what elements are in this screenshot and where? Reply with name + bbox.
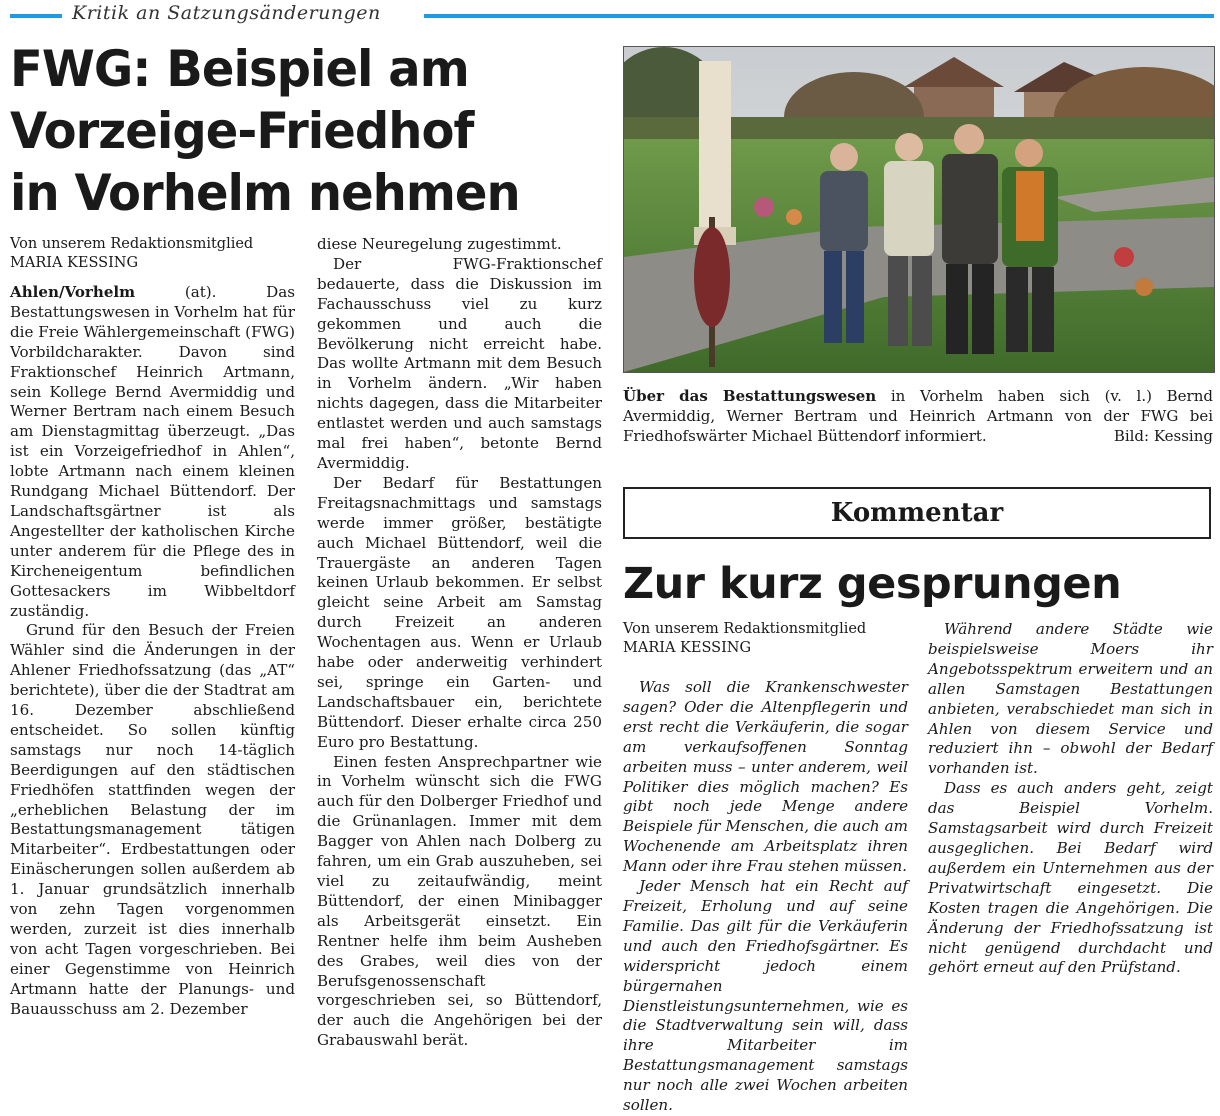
article-paragraph-3: diese Neuregelung zugestimmt. [317,235,562,253]
comment-paragraph-3: Während andere Städte wie beispielsweise Moers ihr Angebotsspektrum erweitern und an allen Samstagen Bestattungen anbieten, verabschiedet man sich in Ahlen von diesem Service und reduziert ihn – obwohl der Bedarf vorhanden ist. [928,620,1213,778]
byline-line-1: Von unserem Redaktionsmitglied [10,236,254,252]
headline-line-2: Vorzeige-Friedhof [10,102,474,160]
comment-paragraph-2: Jeder Mensch hat ein Recht auf Freizeit, Erholung und auf seine Familie. Das gilt für die Verkäuferin und auch den Friedhofsgärtner. Es widerspricht jedoch einem bürgernahen Dienstleistungsunternehmen, wie es die Stadtverwaltung sein will, dass ihre Mitarbeiter im Bestattungsmanagement samstags nur noch alle zwei Wochen arbeiten sollen. [623,877,908,1115]
comment-paragraph-4: Dass es auch anders geht, zeigt das Beispiel Vorhelm. Samstagsarbeit wird durch Freizeit ausgeglichen. Bei Bedarf wird außerdem ein Unternehmen aus der Privatwirtschaft eingesetzt. Die Kosten tragen die Angehörigen. Die Änderung der Friedhofssatzung ist nicht genügend durchdacht und gehört erneut auf den Prüfstand. [928,779,1213,977]
kommentar-label-box [623,487,1211,539]
article-column-2 [317,235,602,1051]
article-paragraph-5: Der Bedarf für Bestattungen Freitagsnachmittags und samstags werde immer größer, bestätigte auch Michael Büttendorf, weil die Trauergäste an anderen Tagen keinen Urlaub bekommen. Er selbst gleicht seine Arbeit am Samstag durch Freizeit an anderen Wochentagen aus. Wenn er Urlaub habe oder anderweitig verhindert sei, springe ein Garten- und Landschaftsbauer ein, berichtete Büttendorf. Dieser erhalte circa 250 Euro pro Bestattung. [317,473,602,751]
comment-paragraph-1: Was soll die Krankenschwester sagen? Oder die Altenpflegerin und erst recht die Verkäuferin, die sogar am verkaufsoffenen Sonntag arbeiten muss – unter anderem, weil Politiker dies möglich machen? Es gibt noch jede Menge andere Beispiele für Menschen, die auch am Wochenende am Arbeitsplatz ihren Mann oder ihre Frau stehen müssen. [623,678,908,876]
kicker-rule-left [10,14,62,18]
comment-byline-line-1: Von unserem Redaktionsmitglied [623,621,867,637]
photo-caption [623,386,1213,446]
article-column-1 [10,235,295,1020]
article-paragraph-4: Der FWG-Fraktionschef bedauerte, dass die Diskussion im Fachausschuss viel zu kurz gekommen und auch die Bevölkerung nicht erreicht habe. Das wollte Artmann mit dem Besuch in Vorhelm ändern. „Wir haben nichts dagegen, dass die Mitarbeiter entlastet werden und auch samstags mal frei haben“, betonte Bernd Avermiddig. [317,254,602,472]
dateline: Ahlen/Vorhelm [10,283,136,301]
kicker: Kritik an Satzungsänderungen [72,2,381,24]
photo-credit: Bild: Kessing [1113,427,1213,445]
article-p1-text: (at). Das Bestattungswesen in Vorhelm hat für die Freie Wählergemeinschaft (FWG) Vorbildcharakter. Davon sind Fraktionschef Heinrich Artmann, sein Kollege Bernd Avermiddig und Werner Bertram nach einem Besuch am Dienstagmittag überzeugt. „Das ist ein Vorzeigefriedhof in Ahlen“, lobte Artmann nach einem kleinen Rundgang Michael Büttendorf. Der Landschaftsgärtner ist als Angestellter der katholischen Kirche unter anderem für die Pflege des in Kircheneigentum befindlichen Gottesackers im Wibbeltdorf zuständig. [10,283,295,620]
headline-line-3: in Vorhelm nehmen [10,164,520,222]
caption-lead: Über das Bestattungswesen [623,387,877,405]
article-paragraph-2: Grund für den Besuch der Freien Wähler sind die Änderungen in der Ahlener Friedhofssatzung (das „AT“ berichtete), über die der Stadtrat am 16. Dezember abschließend entscheidet. So sollen künftig samstags nur noch 14-täglich Beerdigungen auf den städtischen Friedhöfen stattfinden wegen der „erheblichen Belastung der im Bestattungsmanagement tätigen Mitarbeiter“. Erdbestattungen oder Einäscherungen sollen außerdem ab 1. Januar grundsätzlich innerhalb von zehn Tagen vorgenommen werden, zurzeit ist dies innerhalb von acht Tagen vorgeschrieben. Bei einer Gegenstimme von Heinrich Artmann hatte der Planungs- und Bauausschuss am 2. Dezember [10,621,295,1018]
cemetery-photo-illustration [624,47,1214,372]
article-paragraph-6: Einen festen Ansprechpartner wie in Vorhelm wünscht sich die FWG auch für den Dolberger Friedhof und die Grünanlagen. Immer mit dem Bagger von Ahlen nach Dolberg zu fahren, um ein Grab auszuheben, sei viel zu zeitaufwändig, meint Büttendorf, der einen Minibagger als Arbeitsgerät einsetzt. Ein Rentner helfe ihm beim Ausheben des Grabes, weil dies von der Berufsgenossenschaft vorgeschrieben sei, so Büttendorf, der auch die Angehörigen bei der Grabauswahl berät. [317,752,602,1050]
comment-byline [623,620,908,658]
comment-column-1 [623,620,908,1116]
headline-line-1: FWG: Beispiel am [10,40,469,98]
comment-title: Zur kurz gesprungen [623,559,1122,609]
article-paragraph-1 [10,283,295,621]
comment-byline-author: MARIA KESSING [623,640,752,656]
caption-text: in Vorhelm haben sich (v. l.) Bernd Avermiddig, Werner Bertram und Heinrich Artmann von der FWG bei Friedhofswärter Michael Büttendorf informiert. [623,387,1213,445]
headline [10,38,586,224]
article-photo [623,46,1215,373]
kommentar-label: Kommentar [830,498,1004,528]
byline-author: MARIA KESSING [10,255,139,271]
article-byline [10,235,295,273]
kicker-rule-right [424,14,1214,18]
comment-column-2 [928,620,1213,978]
